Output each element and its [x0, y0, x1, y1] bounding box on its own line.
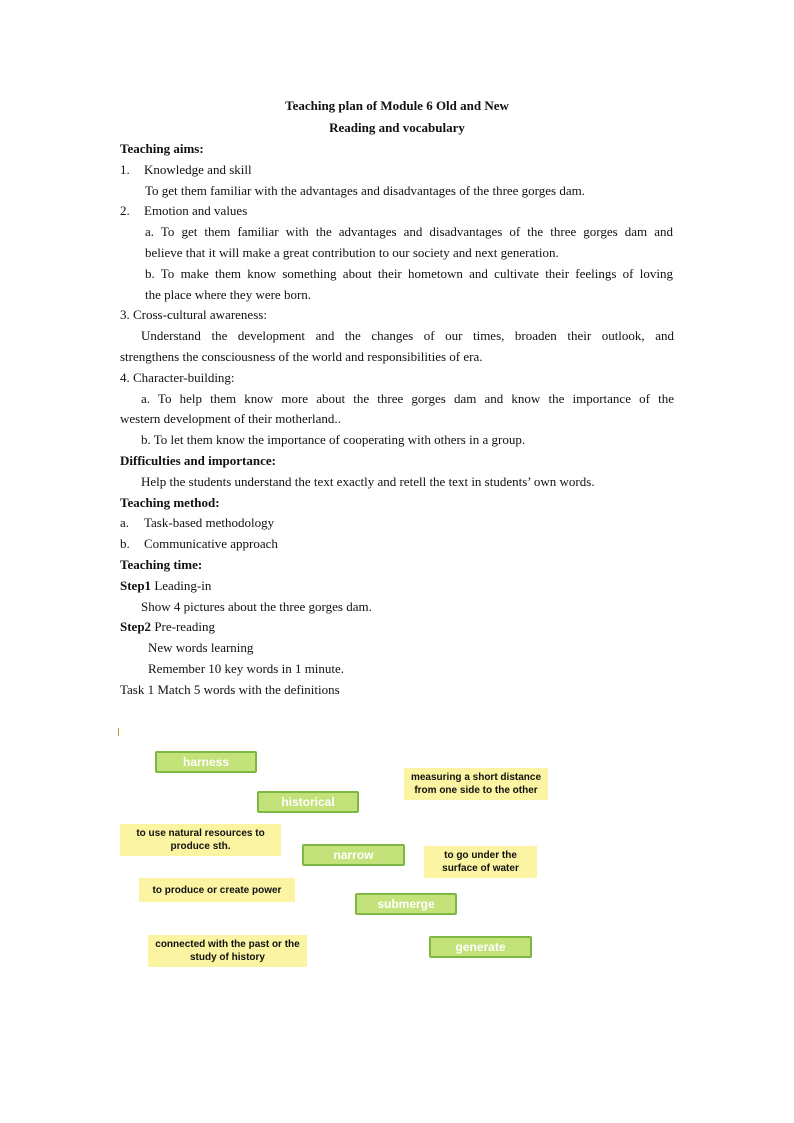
step2-line-1: New words learning — [148, 640, 254, 655]
task1-heading: Task 1 Match 5 words with the definitions — [120, 682, 340, 697]
method-item-a — [120, 515, 274, 531]
step2-heading — [120, 619, 215, 635]
method-item-b-text: Communicative approach — [144, 536, 278, 551]
aim-item-1-text: To get them familiar with the advantages and disadvantages of the three gorges dam. — [145, 183, 585, 198]
matching-exercise-image — [118, 722, 558, 972]
word-card-generate: generate — [429, 936, 532, 958]
aim-item-2a-line-1: a. To get them familiar with the advantages and disadvantages of the three gorges dam and — [145, 224, 673, 239]
aim-item-2a-line-2: believe that it will make a great contribution to our society and next generation. — [145, 245, 559, 260]
step1-label: Step1 — [120, 578, 152, 593]
aim-item-4a-line-2: western development of their motherland.. — [120, 411, 341, 426]
word-card-submerge: submerge — [355, 893, 457, 915]
aim-item-1 — [120, 162, 252, 178]
method-item-a-number: a. — [120, 515, 130, 530]
teaching-time-heading: Teaching time: — [120, 557, 203, 572]
aim-item-1-number: 1. — [120, 162, 130, 177]
step2-line-2: Remember 10 key words in 1 minute. — [148, 661, 345, 676]
step1-title: Leading-in — [151, 578, 212, 593]
document-subtitle: Reading and vocabulary — [329, 120, 465, 135]
step2-label: Step2 — [120, 619, 152, 634]
document-title: Teaching plan of Module 6 Old and New — [285, 98, 509, 113]
aim-item-3-title: 3. Cross-cultural awareness: — [120, 307, 267, 322]
image-anchor-mark — [118, 728, 119, 736]
aim-item-4b: b. To let them know the importance of cooperating with others in a group. — [141, 432, 526, 447]
aim-item-2b-line-2: the place where they were born. — [145, 287, 312, 302]
step1-text: Show 4 pictures about the three gorges dam. — [141, 599, 372, 614]
definition-card-under-water: to go under the surface of water — [424, 846, 537, 878]
aim-item-2-title: Emotion and values — [144, 203, 248, 218]
aim-item-2-number: 2. — [120, 203, 130, 218]
difficulties-text: Help the students understand the text exactly and retell the text in students’ own words. — [141, 474, 595, 489]
definition-card-natural-resources: to use natural resources to produce sth. — [120, 824, 281, 856]
definition-card-short-distance: measuring a short distance from one side to the other — [404, 768, 548, 800]
definition-card-past-history: connected with the past or the study of history — [148, 935, 307, 967]
aim-item-4-title: 4. Character-building: — [120, 370, 235, 385]
method-item-b — [120, 536, 278, 552]
word-card-historical: historical — [257, 791, 359, 813]
method-item-b-number: b. — [120, 536, 130, 551]
word-card-harness: harness — [155, 751, 257, 773]
aim-item-3-line-2: strengthens the consciousness of the world and responsibilities of era. — [120, 349, 483, 364]
aim-item-4a-line-1: a. To help them know more about the three gorges dam and know the importance of the — [141, 391, 674, 406]
teaching-aims-heading: Teaching aims: — [120, 141, 204, 156]
definition-card-create-power: to produce or create power — [139, 878, 295, 902]
step2-title: Pre-reading — [151, 619, 215, 634]
aim-item-1-title: Knowledge and skill — [144, 162, 252, 177]
difficulties-heading: Difficulties and importance: — [120, 453, 276, 468]
aim-item-2b-line-1: b. To make them know something about their hometown and cultivate their feelings of loving — [145, 266, 673, 281]
aim-item-2 — [120, 203, 247, 219]
step1-heading — [120, 578, 211, 594]
aim-item-3-line-1: Understand the development and the changes of our times, broaden their outlook, and — [141, 328, 674, 343]
word-card-narrow: narrow — [302, 844, 405, 866]
method-item-a-text: Task-based methodology — [144, 515, 275, 530]
teaching-method-heading: Teaching method: — [120, 495, 220, 510]
